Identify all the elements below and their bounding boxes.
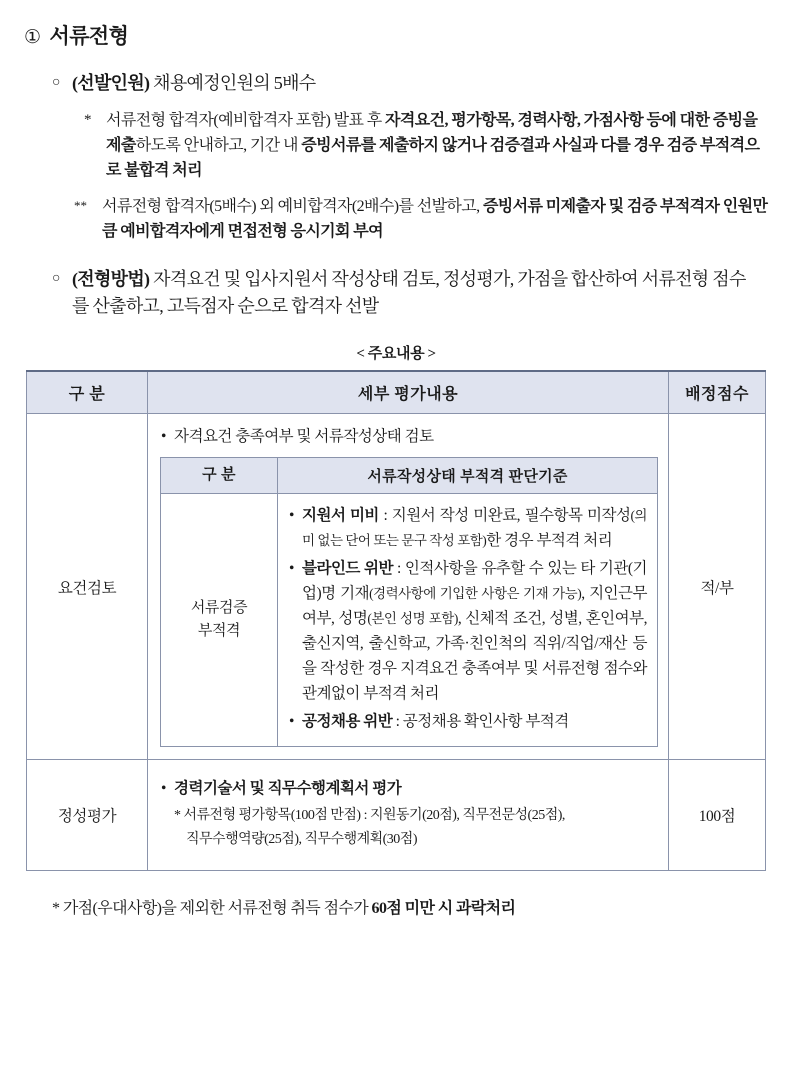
criteria-part-small: (경력사항에 기입한 사항은 기재 가능)	[369, 586, 582, 601]
qualitative-bullet-list	[160, 776, 658, 801]
note-part: 서류전형 합격자(예비합격자 포함) 발표 후	[106, 112, 386, 129]
inner-criteria-table	[160, 457, 658, 747]
note-part-bold: 자격요건, 평가항목, 경력사항, 가점사항 등에 대한 증빙을 제출	[106, 112, 758, 154]
cell-division-requirements: 요건검토	[27, 414, 148, 760]
section-number: ①	[24, 27, 41, 48]
criteria-item-application-incomplete	[288, 503, 647, 553]
inner-cell-criteria	[278, 494, 658, 747]
criteria-part: 한 경우 부적격 처리	[486, 532, 613, 549]
inner-label-line2: 부적격	[197, 623, 241, 639]
qualitative-lead: • 경력기술서 및 직무수행계획서 평가	[160, 776, 658, 801]
cell-division-qualitative: 정성평가	[27, 760, 148, 871]
detail-bullet-lead: • 자격요건 충족여부 및 서류작성상태 검토	[160, 424, 658, 449]
footnote-marker: *	[52, 900, 60, 917]
footnote-text: 가점(우대사항)을 제외한 서류전형 취득 점수가	[62, 900, 372, 917]
criteria-part: , 지인근무여부, 성명	[302, 585, 647, 627]
note-part-bold: 증빙서류를 제출하지 않거나 검증결과 사실과 다를 경우 검증 부적격으로 불합격 처리	[106, 137, 760, 179]
main-evaluation-table	[26, 370, 766, 871]
subnote-marker: *	[174, 808, 181, 823]
footnote-cutoff	[52, 895, 770, 918]
table-row	[27, 414, 766, 760]
criteria-sep: :	[378, 507, 392, 524]
note-part: 서류전형 합격자(5배수) 외 예비합격자(2배수)를 선발하고,	[102, 198, 483, 215]
note-single-star	[84, 108, 770, 183]
page-title	[24, 20, 770, 50]
circle-bullet-icon: ○	[52, 75, 61, 90]
criteria-sep: :	[392, 713, 403, 730]
table-row	[27, 760, 766, 871]
inner-label-line1: 서류검증	[190, 600, 248, 616]
header-detail: 세부 평가내용	[148, 371, 669, 414]
note-part-bold: 증빙서류 미제출자 및 검증 부적격자 인원만큼 예비합격자에게 면접전형 응시기회 부여	[102, 198, 768, 240]
note-part: 하도록 안내하고, 기간 내	[135, 137, 302, 154]
qualitative-subnote	[160, 804, 658, 852]
subnote-line2: 직무수행역량(25점), 직무수행계획(30점)	[186, 832, 417, 847]
subnote-line1: 서류전형 평가항목(100점 만점) : 지원동기(20점), 직무전문성(25점),	[183, 808, 565, 823]
inner-header-division: 구 분	[161, 458, 278, 494]
double-asterisk-marker: **	[74, 198, 87, 213]
cell-score-requirements: 적/부	[669, 414, 766, 760]
criteria-part: 지원서 작성 미완료, 필수항목 미작성	[391, 507, 631, 524]
criteria-part: , 신체적 조건, 성별, 혼인여부, 출신지역, 출신학교, 가족·친인척의 직위/직업/재산 등을 작성한 경우 지격요건 충족여부 및 서류전형 점수와 관계없이 부적격 처리	[302, 610, 647, 702]
header-score: 배정점수	[669, 371, 766, 414]
detail-bullet-list	[160, 424, 658, 449]
table-header-row	[27, 371, 766, 414]
criteria-title: 블라인드 위반	[302, 560, 393, 577]
section-title: 서류전형	[49, 24, 129, 48]
item-label-method: (전형방법)	[72, 269, 150, 289]
note-double-star	[74, 194, 770, 244]
criteria-part-small: (본인 성명 포함)	[367, 611, 458, 626]
inner-row	[161, 494, 658, 747]
inner-header-criteria: 서류작성상태 부적격 판단기준	[278, 458, 658, 494]
criteria-sep: :	[392, 560, 405, 577]
criteria-part-small: (의미 없는 단어 또는 문구 작성 포함)	[302, 508, 647, 548]
item-label-selection: (선발인원)	[72, 73, 150, 93]
cell-detail-requirements	[148, 414, 669, 760]
inner-cell-label	[161, 494, 278, 747]
cell-detail-qualitative	[148, 760, 669, 871]
cell-score-qualitative: 100점	[669, 760, 766, 871]
asterisk-marker: *	[84, 112, 92, 128]
table-caption: < 주요내용 >	[356, 346, 436, 362]
item-text-method: 자격요건 및 입사지원서 작성상태 검토, 정성평가, 가점을 합산하여 서류전형 점수를 산출하고, 고득점자 순으로 합격자 선발	[72, 269, 746, 316]
criteria-part: 인적사항을 유추할 수 있는 타 기관(기업)명 기재	[302, 560, 647, 602]
criteria-title: 공정채용 위반	[302, 713, 393, 730]
criteria-item-blind-violation	[288, 556, 647, 706]
criteria-part: 공정채용 확인사항 부적격	[402, 713, 569, 730]
criteria-title: 지원서 미비	[302, 507, 379, 524]
criteria-bullet-list	[288, 503, 647, 734]
list-item-method	[52, 266, 770, 320]
circle-bullet-icon: ○	[52, 271, 61, 286]
inner-header-row	[161, 458, 658, 494]
footnote-text-bold: 60점 미만 시 과락처리	[371, 900, 516, 917]
list-item-selection-count	[52, 70, 770, 97]
item-text-selection: 채용예정인원의 5배수	[153, 73, 316, 93]
header-division: 구 분	[27, 371, 148, 414]
criteria-item-fair-hiring	[288, 709, 647, 734]
